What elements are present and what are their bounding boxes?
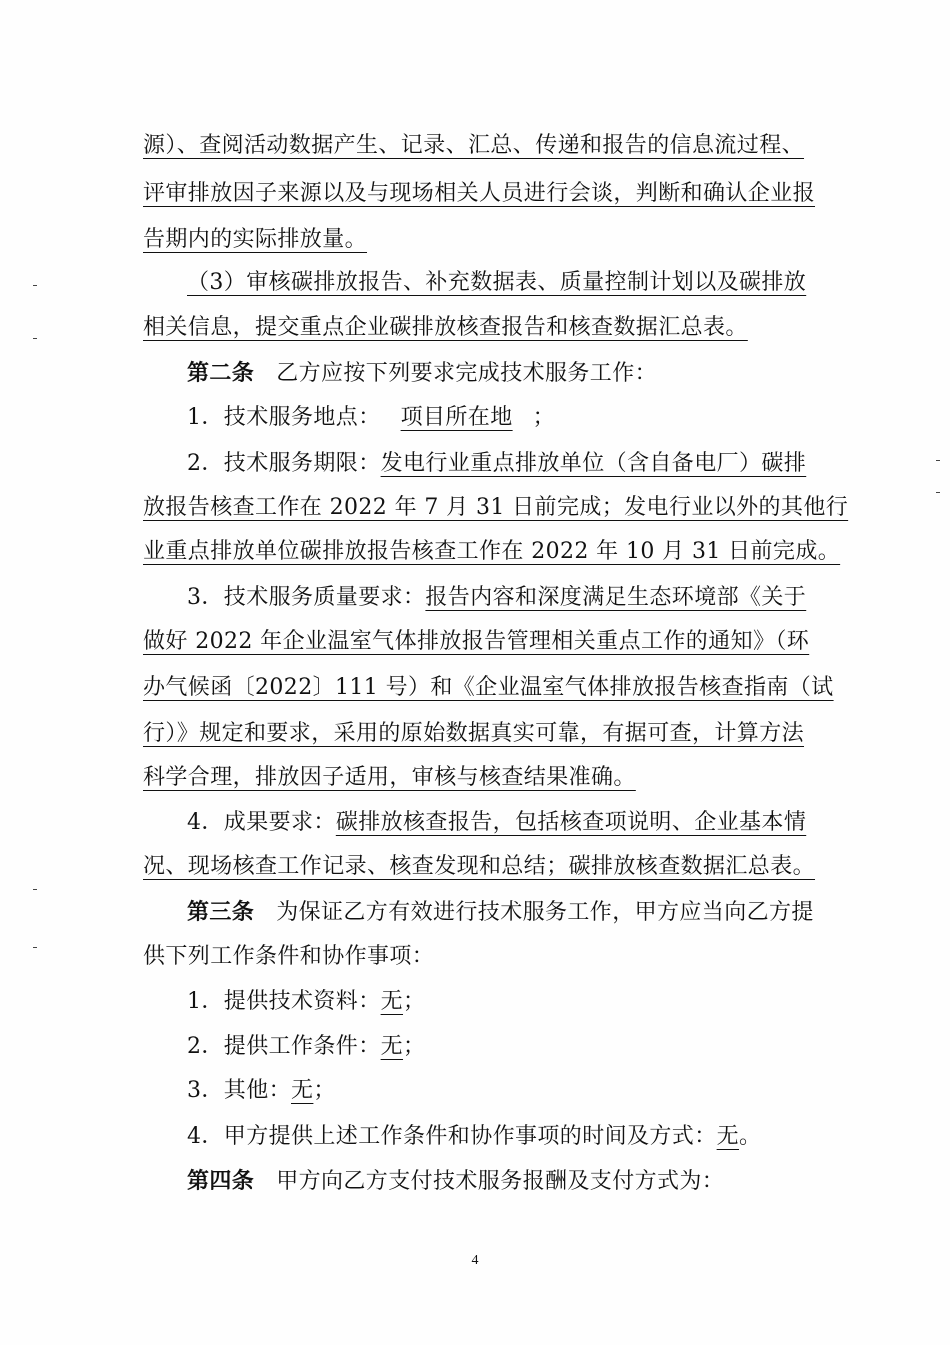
body-line: 放报告核查工作在 2022 年 7 月 31 日前完成；发电行业以外的其他行 [143, 495, 849, 520]
item-value: 无 [380, 1034, 404, 1059]
body-line: 业重点排放单位碳排放报告核查工作在 2022 年 10 月 31 日前完成。 [143, 539, 841, 564]
article-2-intro [187, 358, 657, 389]
item-value: 项目所在地 [400, 405, 513, 430]
scan-mark [936, 460, 940, 461]
item-end: ； [532, 405, 556, 430]
body-line: 行）》规定和要求，采用的原始数据真实可靠，有据可查，计算方法 [143, 721, 805, 746]
item-label: 3．其他： [187, 1078, 291, 1103]
body-line: 科学合理，排放因子适用，审核与核查结果准确。 [143, 765, 636, 790]
item-label: 1．提供技术资料： [187, 989, 381, 1014]
item-value: 无 [291, 1078, 314, 1103]
item-value: 碳排放核查报告，包括核查项说明、企业基本情 [335, 810, 807, 835]
scan-mark [936, 492, 940, 493]
body-line: 源）、查阅活动数据产生、记录、汇总、传递和报告的信息流过程、 [143, 133, 805, 158]
item-label: 4．成果要求： [187, 810, 336, 835]
article-3-text: 为保证乙方有效进行技术服务工作，甲方应当向乙方提 [276, 900, 814, 925]
item-label: 2．提供工作条件： [187, 1034, 381, 1059]
article-3-item-3 [187, 1076, 336, 1106]
article-4-heading: 第四条 [187, 1168, 255, 1194]
body-line: 做好 2022 年企业温室气体排放报告管理相关重点工作的通知》（环 [143, 629, 810, 654]
item-value: 无 [716, 1124, 740, 1149]
body-line: （3）审核碳排放报告、补充数据表、质量控制计划以及碳排放 [187, 270, 807, 295]
item-label: 1．技术服务地点： [187, 405, 381, 430]
article-3-heading: 第三条 [187, 899, 255, 925]
scan-mark [33, 338, 37, 339]
item-value: 报告内容和深度满足生态环境部《关于 [425, 585, 807, 610]
body-line: 评审排放因子来源以及与现场相关人员进行会谈，判断和确认企业报 [143, 181, 816, 206]
body-line: 相关信息，提交重点企业碳排放核查报告和核查数据汇总表。 [143, 315, 748, 340]
item-label: 3．技术服务质量要求： [187, 585, 426, 610]
article-3-item-1 [187, 987, 425, 1017]
article-2-heading: 第二条 [187, 360, 255, 386]
article-3-item-2 [187, 1032, 425, 1062]
article-2-item-1 [187, 403, 555, 433]
item-label: 4．甲方提供上述工作条件和协作事项的时间及方式： [187, 1124, 717, 1149]
article-4-intro [187, 1166, 724, 1197]
article-2-item-2 [187, 449, 806, 479]
article-3-intro [187, 897, 814, 928]
article-2-item-3 [187, 583, 806, 613]
body-line: 告期内的实际排放量。 [143, 227, 368, 252]
item-end: 。 [739, 1124, 762, 1149]
item-end: ； [313, 1078, 336, 1103]
scan-mark [33, 889, 37, 890]
item-value: 无 [380, 989, 404, 1014]
body-line: 办气候函〔2022〕111 号）和《企业温室气体排放报告核查指南（试 [143, 675, 834, 700]
item-end: ； [403, 989, 426, 1014]
item-end: ； [403, 1034, 426, 1059]
article-3-item-4 [187, 1122, 761, 1152]
article-4-text: 甲方向乙方支付技术服务报酬及支付方式为： [276, 1169, 725, 1194]
item-value: 发电行业重点排放单位（含自备电厂）碳排 [380, 451, 807, 476]
page-number: 4 [471, 1253, 479, 1268]
body-line: 况、现场核查工作记录、核查发现和总结；碳排放核查数据汇总表。 [143, 854, 816, 879]
article-2-text: 乙方应按下列要求完成技术服务工作： [276, 361, 658, 386]
body-line: 供下列工作条件和协作事项： [143, 944, 435, 969]
article-2-item-4 [187, 808, 806, 838]
item-label: 2．技术服务期限： [187, 451, 381, 476]
scan-mark [33, 947, 37, 948]
scan-mark [33, 285, 37, 286]
